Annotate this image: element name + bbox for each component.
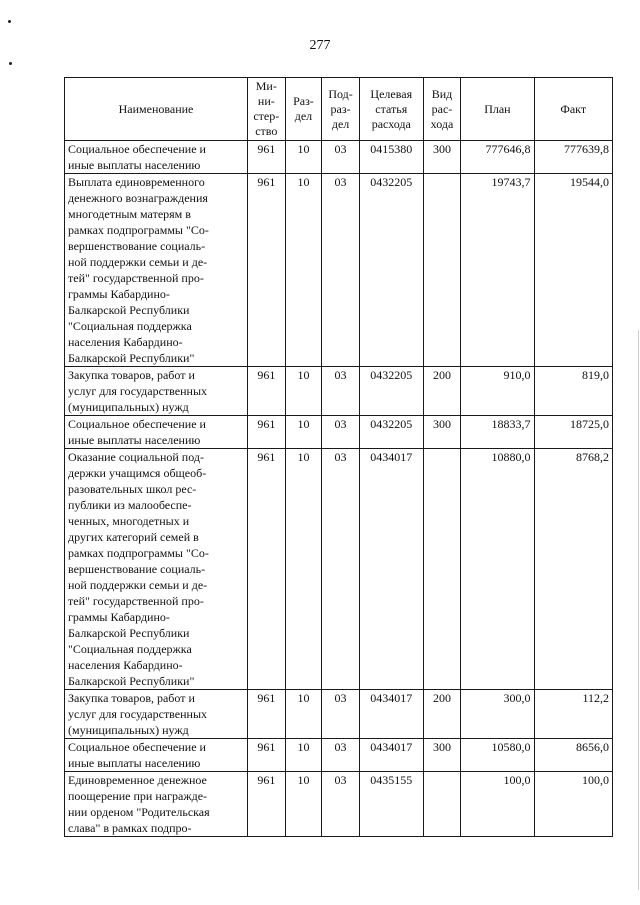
table-row [65, 449, 613, 690]
row-fact: 8768,2 [534, 449, 613, 690]
header-ministry: Ми- ни- стер- ство [248, 78, 286, 141]
header-fact: Факт [534, 78, 613, 141]
header-plan: План [461, 78, 534, 141]
row-section: 10 [285, 690, 322, 739]
scan-mark [9, 62, 12, 65]
row-name: Закупка товаров, работ и услуг для государственных (муниципальных) нужд [65, 690, 248, 739]
row-plan: 910,0 [461, 367, 534, 416]
row-expense-type [423, 449, 461, 690]
row-ministry: 961 [248, 772, 286, 837]
row-name: Социальное обеспечение и иные выплаты населению [65, 141, 248, 174]
table-row [65, 367, 613, 416]
row-subsection: 03 [322, 416, 360, 449]
row-section: 10 [285, 772, 322, 837]
page-number: 277 [309, 38, 331, 53]
table-header [65, 78, 613, 141]
row-fact: 112,2 [534, 690, 613, 739]
row-ministry: 961 [248, 416, 286, 449]
row-plan: 18833,7 [461, 416, 534, 449]
row-expense-type: 300 [423, 739, 461, 772]
row-ministry: 961 [248, 449, 286, 690]
table-row [65, 416, 613, 449]
row-subsection: 03 [322, 141, 360, 174]
row-plan: 19743,7 [461, 174, 534, 367]
row-expense-type [423, 772, 461, 837]
row-name: Оказание социальной под- держки учащимся общеоб- разовательных школ рес- публики из малообеспе- ченных, многодетных и других категорий семей в рамках подпрограммы "Со- вершенствование социаль- ной поддержки семьи и де- тей" государственной про- граммы Кабардино- Балкарской Республики "Социальная поддержка населения Кабардино- Балкарской Республики" [65, 449, 248, 690]
row-plan: 100,0 [461, 772, 534, 837]
row-expense-type [423, 174, 461, 367]
row-plan: 300,0 [461, 690, 534, 739]
table-row [65, 690, 613, 739]
row-fact: 18725,0 [534, 416, 613, 449]
row-ministry: 961 [248, 739, 286, 772]
table-row [65, 141, 613, 174]
row-name: Социальное обеспечение и иные выплаты населению [65, 739, 248, 772]
row-name: Закупка товаров, работ и услуг для государственных (муниципальных) нужд [65, 367, 248, 416]
row-target-article: 0432205 [359, 174, 423, 367]
row-section: 10 [285, 141, 322, 174]
row-target-article: 0434017 [359, 690, 423, 739]
row-name: Выплата единовременного денежного вознаграждения многодетным матерям в рамках подпрограммы "Со- вершенствование социаль- ной поддержки семьи и де- тей" государственной про- граммы Кабардино- Балкарской Республики "Социальная поддержка населения Кабардино- Балкарской Республики" [65, 174, 248, 367]
row-expense-type: 200 [423, 690, 461, 739]
row-subsection: 03 [322, 174, 360, 367]
row-subsection: 03 [322, 772, 360, 837]
row-section: 10 [285, 367, 322, 416]
table-row [65, 174, 613, 367]
row-ministry: 961 [248, 174, 286, 367]
table-row [65, 772, 613, 837]
row-target-article: 0415380 [359, 141, 423, 174]
row-expense-type: 300 [423, 141, 461, 174]
header-expense-type: Вид рас- хода [423, 78, 461, 141]
row-ministry: 961 [248, 690, 286, 739]
table-row [65, 739, 613, 772]
page-edge-shadow [638, 330, 639, 890]
row-target-article: 0434017 [359, 739, 423, 772]
row-expense-type: 300 [423, 416, 461, 449]
row-target-article: 0435155 [359, 772, 423, 837]
budget-table [64, 77, 613, 837]
row-plan: 777646,8 [461, 141, 534, 174]
row-fact: 819,0 [534, 367, 613, 416]
table-body [65, 141, 613, 837]
row-expense-type: 200 [423, 367, 461, 416]
header-row [65, 78, 613, 141]
row-target-article: 0432205 [359, 416, 423, 449]
row-section: 10 [285, 416, 322, 449]
row-ministry: 961 [248, 367, 286, 416]
row-subsection: 03 [322, 690, 360, 739]
header-section: Раз- дел [285, 78, 322, 141]
row-section: 10 [285, 739, 322, 772]
row-fact: 100,0 [534, 772, 613, 837]
row-ministry: 961 [248, 141, 286, 174]
header-name: Наименование [65, 78, 248, 141]
row-name: Единовременное денежное поощерение при награжде- нии орденом "Родительская слава" в рамках подпро- [65, 772, 248, 837]
row-target-article: 0432205 [359, 367, 423, 416]
row-subsection: 03 [322, 367, 360, 416]
row-plan: 10580,0 [461, 739, 534, 772]
row-fact: 777639,8 [534, 141, 613, 174]
row-plan: 10880,0 [461, 449, 534, 690]
row-section: 10 [285, 174, 322, 367]
row-target-article: 0434017 [359, 449, 423, 690]
row-section: 10 [285, 449, 322, 690]
header-target-article: Целевая статья расхода [359, 78, 423, 141]
row-name: Социальное обеспечение и иные выплаты населению [65, 416, 248, 449]
header-subsection: Под- раз- дел [322, 78, 360, 141]
scan-mark [8, 20, 11, 23]
row-fact: 8656,0 [534, 739, 613, 772]
row-fact: 19544,0 [534, 174, 613, 367]
row-subsection: 03 [322, 449, 360, 690]
row-subsection: 03 [322, 739, 360, 772]
